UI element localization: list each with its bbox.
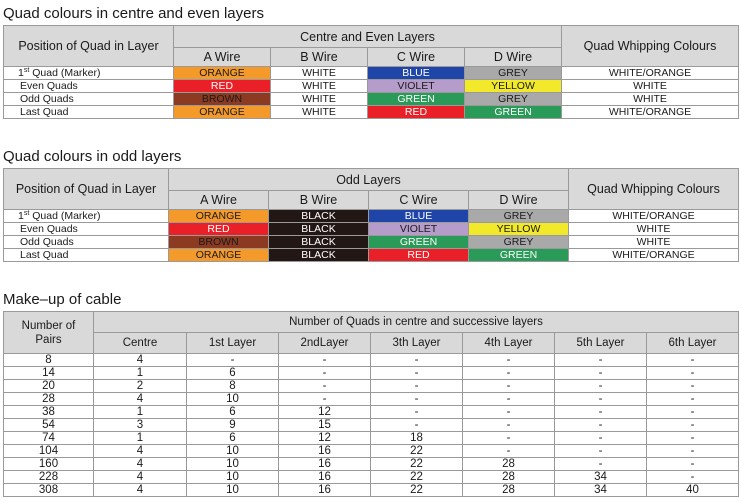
quad-count-cell: - <box>647 432 739 445</box>
quad-count-cell: - <box>463 445 555 458</box>
quad-count-cell: 22 <box>371 445 463 458</box>
table-row <box>4 471 739 484</box>
quad-position-label <box>4 236 169 249</box>
wire-header: A Wire <box>169 191 269 210</box>
layer-header: Centre <box>94 333 187 354</box>
group-header: Number of Quads in centre and successive layers <box>94 312 739 333</box>
ordinal-number: 1 <box>18 67 24 79</box>
quad-count-cell: 4 <box>94 354 187 367</box>
table-row <box>4 93 739 106</box>
wire-colour-cell: VIOLET <box>368 80 465 93</box>
table-row <box>4 432 739 445</box>
pairs-cell: 8 <box>4 354 94 367</box>
wire-colour-cell: GREY <box>469 236 569 249</box>
table-row <box>4 380 739 393</box>
wire-colour-cell: RED <box>169 223 269 236</box>
group-header: Odd Layers <box>169 169 569 191</box>
quad-count-cell: 40 <box>647 484 739 497</box>
quad-position-label <box>4 210 169 223</box>
whipping-colour-cell: WHITE <box>562 93 739 106</box>
quad-count-cell: 28 <box>463 471 555 484</box>
wire-header: C Wire <box>368 48 465 67</box>
table-row <box>4 249 739 262</box>
quad-count-cell: 10 <box>187 484 279 497</box>
section2-title: Quad colours in odd layers <box>3 148 182 165</box>
table-row <box>4 445 739 458</box>
position-header: Position of Quad in Layer <box>4 169 169 210</box>
whipping-colour-cell: WHITE/ORANGE <box>562 106 739 119</box>
table-row <box>4 367 739 380</box>
quad-count-cell: 15 <box>279 419 371 432</box>
wire-colour-cell: BLUE <box>368 67 465 80</box>
quad-count-cell: 1 <box>94 406 187 419</box>
whipping-colour-cell: WHITE <box>562 80 739 93</box>
wire-header: B Wire <box>271 48 368 67</box>
quad-position-text: Even Quads <box>20 80 78 92</box>
layer-header: 1st Layer <box>187 333 279 354</box>
wire-colour-cell: BLACK <box>269 210 369 223</box>
quad-count-cell: - <box>463 406 555 419</box>
wire-colour-cell: BLACK <box>269 249 369 262</box>
pairs-cell: 308 <box>4 484 94 497</box>
wire-colour-cell: YELLOW <box>465 80 562 93</box>
wire-colour-cell: RED <box>369 249 469 262</box>
section1-title: Quad colours in centre and even layers <box>3 5 264 22</box>
quad-count-cell: 3 <box>94 419 187 432</box>
wire-header: C Wire <box>369 191 469 210</box>
ordinal-suffix: st <box>23 67 30 74</box>
quad-position-text: Quad (Marker) <box>32 210 101 222</box>
quad-count-cell: 18 <box>371 432 463 445</box>
quad-count-cell: 4 <box>94 471 187 484</box>
quad-count-cell: - <box>647 406 739 419</box>
wire-colour-cell: RED <box>174 80 271 93</box>
wire-colour-cell: WHITE <box>271 80 368 93</box>
pairs-cell: 228 <box>4 471 94 484</box>
quad-count-cell: 6 <box>187 367 279 380</box>
table-row <box>4 67 739 80</box>
whipping-colour-cell: WHITE/ORANGE <box>562 67 739 80</box>
quad-count-cell: 6 <box>187 406 279 419</box>
wire-colour-cell: ORANGE <box>169 249 269 262</box>
position-header: Position of Quad in Layer <box>4 26 174 67</box>
wire-colour-cell: ORANGE <box>174 106 271 119</box>
section3-title: Make–up of cable <box>3 291 122 308</box>
quad-count-cell: - <box>463 367 555 380</box>
wire-colour-cell: GREEN <box>368 93 465 106</box>
quad-count-cell: - <box>279 393 371 406</box>
quad-position-label <box>4 106 174 119</box>
wire-colour-cell: GREY <box>469 210 569 223</box>
quad-count-cell: - <box>279 367 371 380</box>
wire-colour-cell: ORANGE <box>169 210 269 223</box>
quad-count-cell: 4 <box>94 484 187 497</box>
quad-colours-even-table <box>3 25 739 119</box>
pairs-cell: 28 <box>4 393 94 406</box>
quad-count-cell: - <box>371 419 463 432</box>
wire-header: B Wire <box>269 191 369 210</box>
quad-count-cell: 16 <box>279 458 371 471</box>
quad-position-label <box>4 67 174 80</box>
quad-count-cell: - <box>647 419 739 432</box>
whipping-colour-cell: WHITE/ORANGE <box>569 210 739 223</box>
wire-colour-cell: GREEN <box>469 249 569 262</box>
wire-colour-cell: YELLOW <box>469 223 569 236</box>
cable-makeup-table <box>3 311 739 497</box>
quad-count-cell: 10 <box>187 393 279 406</box>
quad-count-cell: 28 <box>463 458 555 471</box>
quad-count-cell: - <box>463 432 555 445</box>
quad-count-cell: 4 <box>94 445 187 458</box>
quad-count-cell: 1 <box>94 367 187 380</box>
wire-colour-cell: WHITE <box>271 93 368 106</box>
quad-count-cell: 10 <box>187 471 279 484</box>
quad-count-cell: - <box>647 367 739 380</box>
quad-count-cell: - <box>647 354 739 367</box>
quad-count-cell: - <box>555 432 647 445</box>
table-row <box>4 419 739 432</box>
ordinal-suffix: st <box>23 210 30 217</box>
quad-count-cell: - <box>555 406 647 419</box>
wire-colour-cell: WHITE <box>271 106 368 119</box>
quad-position-text: Even Quads <box>20 223 78 235</box>
quad-count-cell: 34 <box>555 484 647 497</box>
quad-count-cell: 4 <box>94 393 187 406</box>
quad-count-cell: 8 <box>187 380 279 393</box>
quad-count-cell: - <box>371 406 463 419</box>
quad-count-cell: 28 <box>463 484 555 497</box>
quad-count-cell: - <box>371 354 463 367</box>
quad-count-cell: 9 <box>187 419 279 432</box>
quad-position-text: Last Quad <box>20 249 69 261</box>
quad-count-cell: - <box>371 393 463 406</box>
quad-count-cell: - <box>555 380 647 393</box>
quad-count-cell: 1 <box>94 432 187 445</box>
quad-count-cell: 34 <box>555 471 647 484</box>
pairs-cell: 38 <box>4 406 94 419</box>
quad-count-cell: - <box>279 380 371 393</box>
quad-count-cell: - <box>647 445 739 458</box>
layer-header: 4th Layer <box>463 333 555 354</box>
quad-count-cell: - <box>555 354 647 367</box>
quad-count-cell: - <box>555 419 647 432</box>
pairs-cell: 14 <box>4 367 94 380</box>
pairs-header: Number of Pairs <box>4 312 94 354</box>
quad-position-label <box>4 223 169 236</box>
wire-colour-cell: GREY <box>465 67 562 80</box>
quad-count-cell: - <box>555 445 647 458</box>
pairs-cell: 160 <box>4 458 94 471</box>
layer-header: 2ndLayer <box>279 333 371 354</box>
quad-count-cell: - <box>555 458 647 471</box>
wire-colour-cell: GREEN <box>465 106 562 119</box>
table-row <box>4 80 739 93</box>
wire-colour-cell: BLACK <box>269 223 369 236</box>
quad-position-text: Quad (Marker) <box>32 67 101 79</box>
pairs-cell: 74 <box>4 432 94 445</box>
quad-colours-odd-table <box>3 168 739 262</box>
quad-count-cell: - <box>463 380 555 393</box>
ordinal-number: 1 <box>18 210 24 222</box>
quad-position-label <box>4 249 169 262</box>
pairs-cell: 104 <box>4 445 94 458</box>
whipping-colour-cell: WHITE <box>569 236 739 249</box>
group-header: Centre and Even Layers <box>174 26 562 48</box>
quad-count-cell: - <box>463 393 555 406</box>
quad-count-cell: - <box>463 419 555 432</box>
quad-count-cell: 2 <box>94 380 187 393</box>
layer-header: 3th Layer <box>371 333 463 354</box>
quad-count-cell: 4 <box>94 458 187 471</box>
wire-colour-cell: BLACK <box>269 236 369 249</box>
layer-header: 5th Layer <box>555 333 647 354</box>
quad-position-text: Last Quad <box>20 106 69 118</box>
whipping-header: Quad Whipping Colours <box>562 26 739 67</box>
quad-count-cell: - <box>555 367 647 380</box>
quad-count-cell: - <box>463 354 555 367</box>
wire-colour-cell: RED <box>368 106 465 119</box>
quad-count-cell: 12 <box>279 432 371 445</box>
wire-colour-cell: BROWN <box>174 93 271 106</box>
wire-colour-cell: GREY <box>465 93 562 106</box>
quad-count-cell: - <box>371 380 463 393</box>
quad-count-cell: - <box>647 471 739 484</box>
quad-position-label <box>4 80 174 93</box>
wire-header: D Wire <box>469 191 569 210</box>
quad-count-cell: 22 <box>371 458 463 471</box>
table-row <box>4 354 739 367</box>
wire-colour-cell: BROWN <box>169 236 269 249</box>
whipping-colour-cell: WHITE/ORANGE <box>569 249 739 262</box>
quad-count-cell: 22 <box>371 471 463 484</box>
table-row <box>4 458 739 471</box>
quad-count-cell: - <box>647 393 739 406</box>
layer-header: 6th Layer <box>647 333 739 354</box>
quad-count-cell: - <box>647 380 739 393</box>
wire-colour-cell: VIOLET <box>369 223 469 236</box>
table-row <box>4 484 739 497</box>
quad-count-cell: 10 <box>187 445 279 458</box>
quad-count-cell: - <box>555 393 647 406</box>
whipping-colour-cell: WHITE <box>569 223 739 236</box>
wire-colour-cell: ORANGE <box>174 67 271 80</box>
quad-position-text: Odd Quads <box>20 236 74 248</box>
quad-count-cell: 16 <box>279 484 371 497</box>
table-row <box>4 106 739 119</box>
wire-header: D Wire <box>465 48 562 67</box>
table-row <box>4 236 739 249</box>
quad-count-cell: - <box>371 367 463 380</box>
table-row <box>4 406 739 419</box>
quad-count-cell: - <box>647 458 739 471</box>
quad-count-cell: 16 <box>279 471 371 484</box>
quad-position-label <box>4 93 174 106</box>
whipping-header: Quad Whipping Colours <box>569 169 739 210</box>
wire-colour-cell: WHITE <box>271 67 368 80</box>
wire-colour-cell: BLUE <box>369 210 469 223</box>
table-row <box>4 223 739 236</box>
pairs-cell: 54 <box>4 419 94 432</box>
quad-count-cell: 6 <box>187 432 279 445</box>
quad-count-cell: - <box>279 354 371 367</box>
quad-count-cell: 10 <box>187 458 279 471</box>
quad-count-cell: 16 <box>279 445 371 458</box>
quad-count-cell: 12 <box>279 406 371 419</box>
table-row <box>4 210 739 223</box>
table-row <box>4 393 739 406</box>
quad-position-text: Odd Quads <box>20 93 74 105</box>
pairs-cell: 20 <box>4 380 94 393</box>
quad-count-cell: 22 <box>371 484 463 497</box>
wire-colour-cell: GREEN <box>369 236 469 249</box>
wire-header: A Wire <box>174 48 271 67</box>
quad-count-cell: - <box>187 354 279 367</box>
